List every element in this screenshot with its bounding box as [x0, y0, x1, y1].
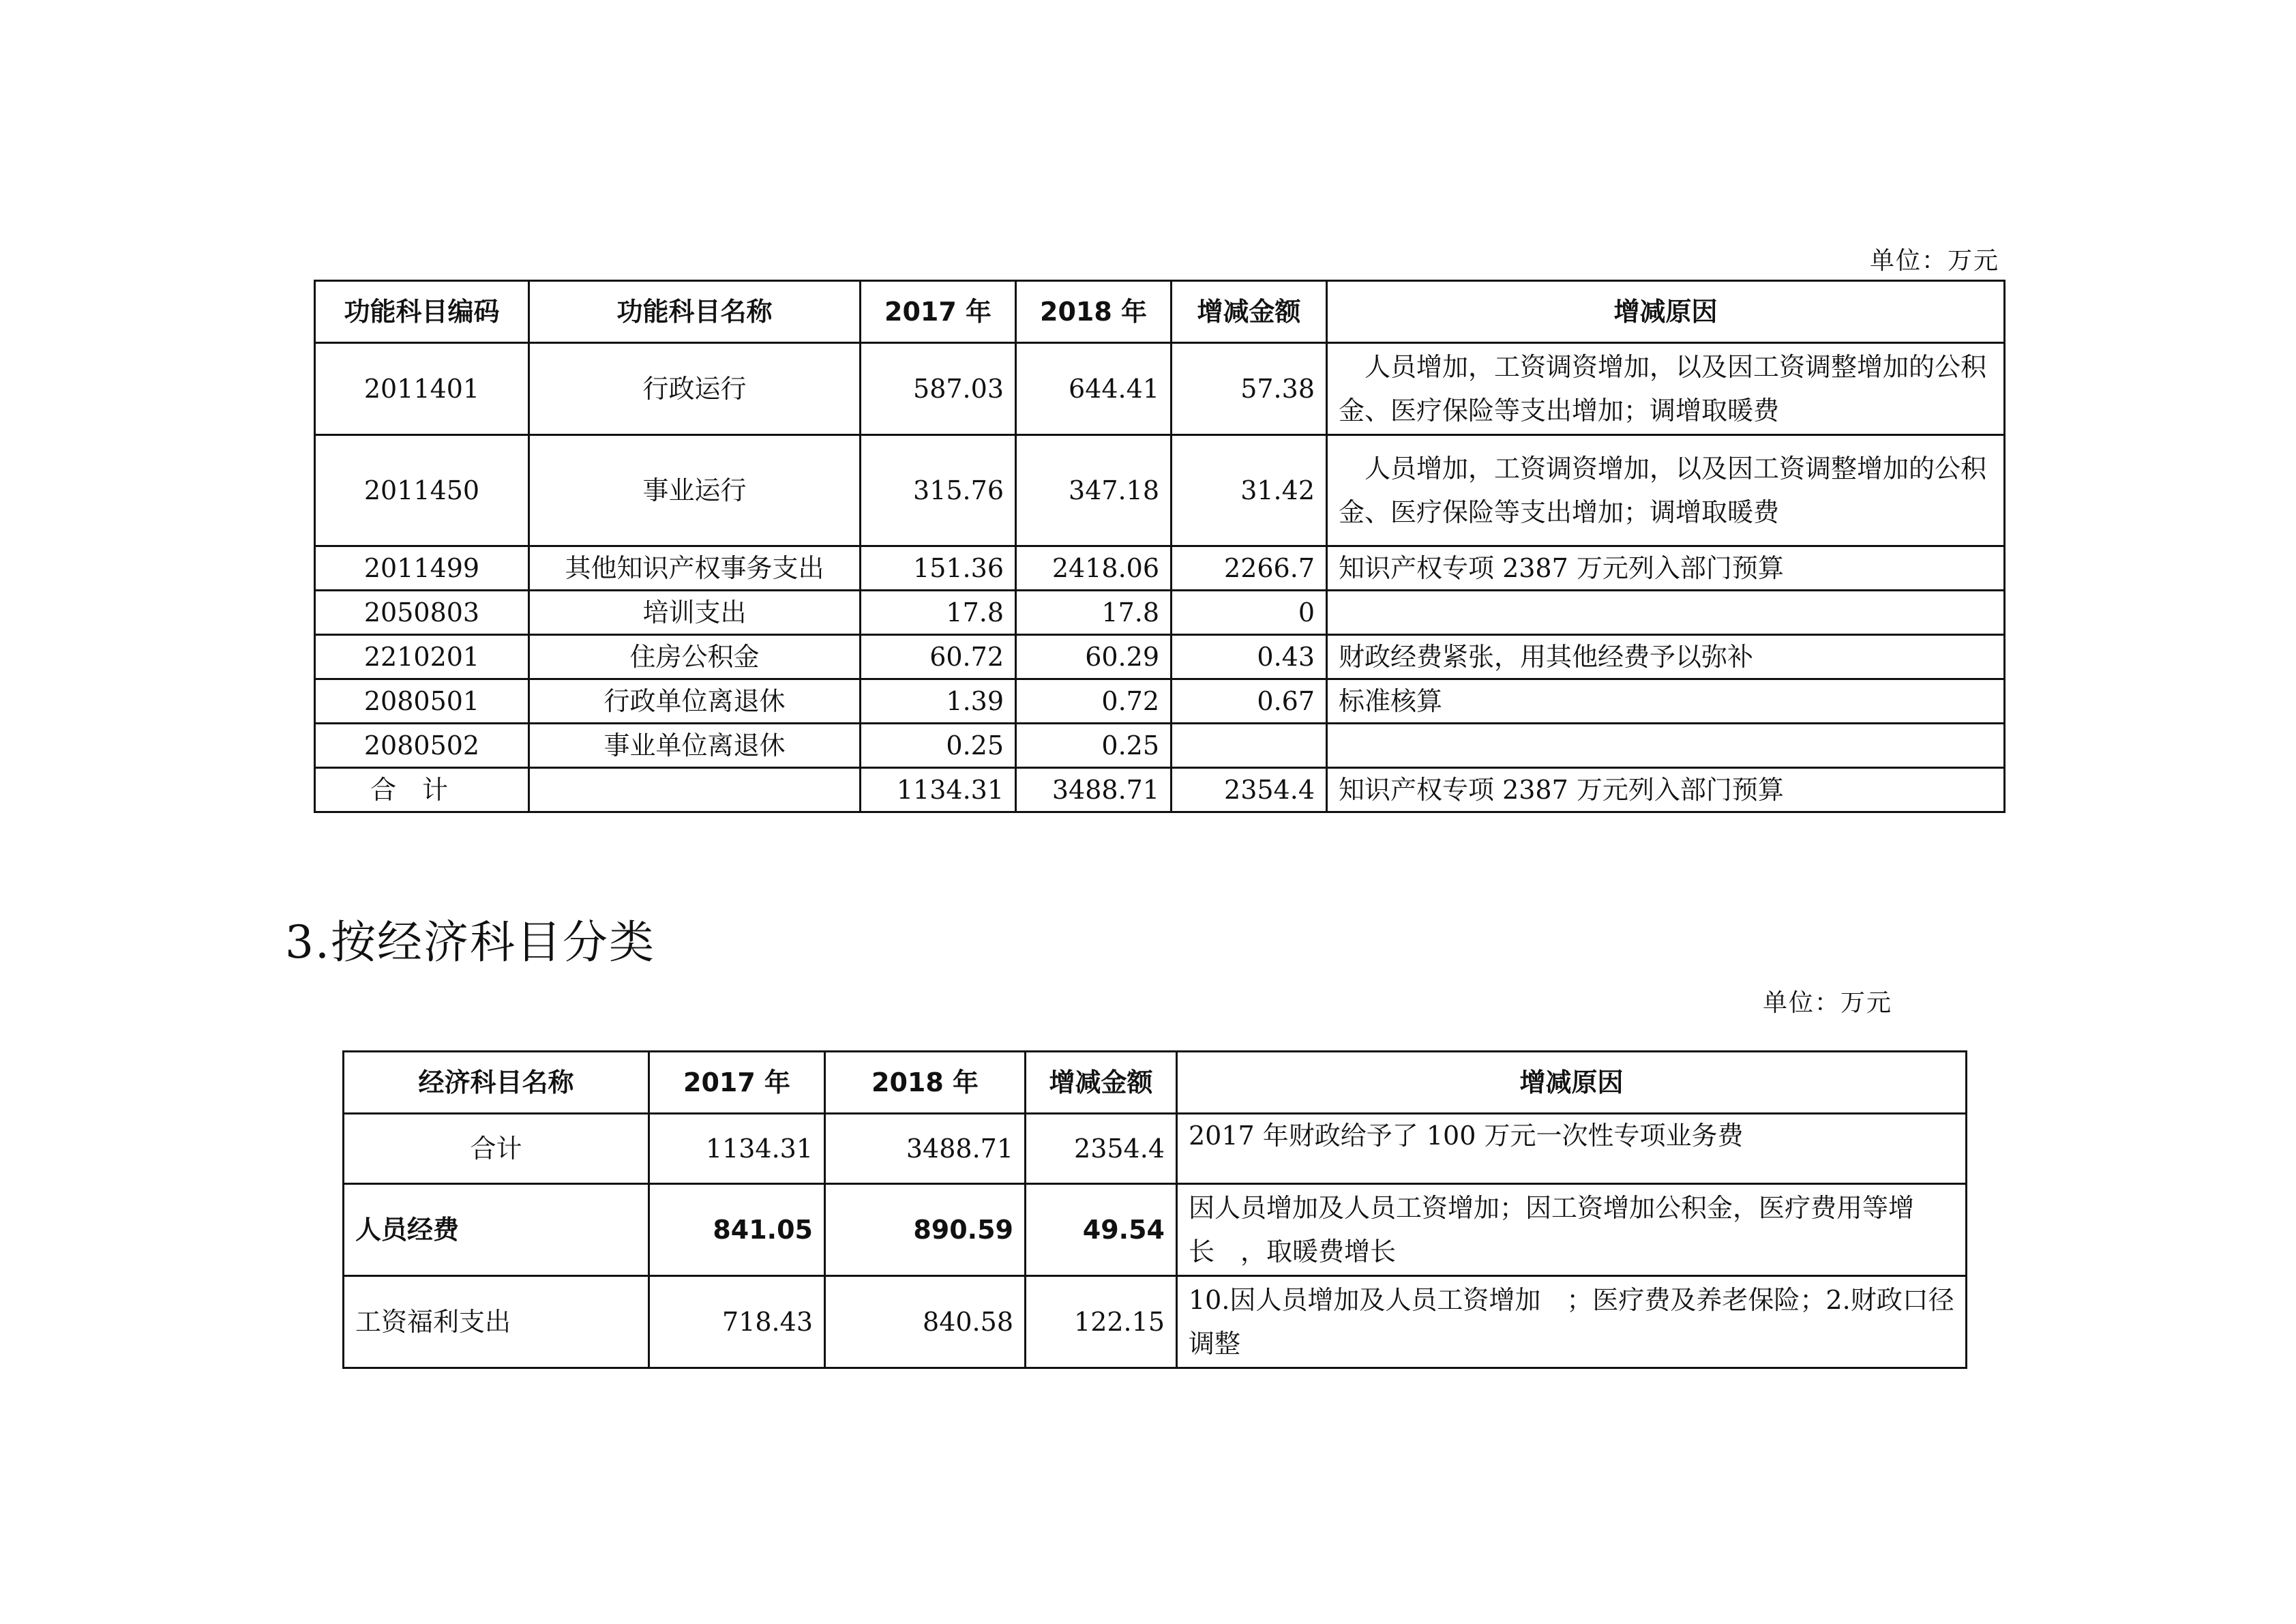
- function-category-table: [314, 280, 2006, 813]
- cell-2018: 0.25: [1016, 724, 1172, 768]
- table-row: [315, 546, 2005, 591]
- table-row: [315, 591, 2005, 635]
- cell-change: [1172, 724, 1327, 768]
- cell-name: 事业运行: [529, 435, 861, 546]
- table-row: [315, 435, 2005, 546]
- cell-total-label: 合 计: [315, 768, 529, 812]
- cell-change: 31.42: [1172, 435, 1327, 546]
- cell-code: 2011401: [315, 343, 529, 435]
- cell-name: 合计: [344, 1114, 649, 1184]
- cell-change: 2266.7: [1172, 546, 1327, 591]
- section-title: 3.按经济科目分类: [285, 916, 655, 969]
- cell-2017: 1134.31: [861, 768, 1016, 812]
- cell-reason: 10.因人员增加及人员工资增加 ；医疗费及养老保险；2.财政口径调整: [1177, 1276, 1967, 1368]
- cell-reason: 财政经费紧张，用其他经费予以弥补: [1327, 635, 2005, 679]
- economic-category-table: [342, 1050, 1967, 1369]
- header-name: 经济科目名称: [344, 1052, 649, 1114]
- header-reason: 增减原因: [1177, 1052, 1967, 1114]
- table-row: [315, 343, 2005, 435]
- unit-label: 单位：万元: [1763, 989, 1893, 1017]
- cell-2017: 60.72: [861, 635, 1016, 679]
- cell-2017: 17.8: [861, 591, 1016, 635]
- header-change: 增减金额: [1172, 281, 1327, 343]
- cell-reason: [1327, 591, 2005, 635]
- table-total-row: [315, 768, 2005, 812]
- cell-2018: 347.18: [1016, 435, 1172, 546]
- cell-reason: 2017 年财政给予了 100 万元一次性专项业务费: [1177, 1114, 1967, 1184]
- table-row: [344, 1184, 1967, 1276]
- cell-2018: 60.29: [1016, 635, 1172, 679]
- table-header-row: [344, 1052, 1967, 1114]
- unit-label: 单位：万元: [1870, 247, 2000, 275]
- cell-reason: 知识产权专项 2387 万元列入部门预算: [1327, 546, 2005, 591]
- cell-2017: 718.43: [649, 1276, 825, 1368]
- cell-change: 2354.4: [1026, 1114, 1177, 1184]
- header-2017: 2017 年: [861, 281, 1016, 343]
- cell-name: 培训支出: [529, 591, 861, 635]
- cell-2017: 841.05: [649, 1184, 825, 1276]
- cell-name: [529, 768, 861, 812]
- header-2017: 2017 年: [649, 1052, 825, 1114]
- cell-2017: 151.36: [861, 546, 1016, 591]
- cell-2017: 1.39: [861, 679, 1016, 724]
- cell-name: 事业单位离退休: [529, 724, 861, 768]
- cell-change: 0.67: [1172, 679, 1327, 724]
- cell-2017: 1134.31: [649, 1114, 825, 1184]
- header-reason: 增减原因: [1327, 281, 2005, 343]
- cell-name: 其他知识产权事务支出: [529, 546, 861, 591]
- cell-2018: 3488.71: [1016, 768, 1172, 812]
- cell-change: 0.43: [1172, 635, 1327, 679]
- cell-name: 行政运行: [529, 343, 861, 435]
- cell-reason: [1327, 724, 2005, 768]
- cell-reason: 因人员增加及人员工资增加；因工资增加公积金，医疗费用等增长 ，取暖费增长: [1177, 1184, 1967, 1276]
- cell-2018: 890.59: [825, 1184, 1026, 1276]
- cell-2018: 3488.71: [825, 1114, 1026, 1184]
- cell-reason: 标准核算: [1327, 679, 2005, 724]
- cell-2018: 840.58: [825, 1276, 1026, 1368]
- header-2018: 2018 年: [1016, 281, 1172, 343]
- cell-change: 0: [1172, 591, 1327, 635]
- cell-2018: 0.72: [1016, 679, 1172, 724]
- cell-change: 122.15: [1026, 1276, 1177, 1368]
- table-header-row: [315, 281, 2005, 343]
- cell-code: 2011450: [315, 435, 529, 546]
- cell-change: 57.38: [1172, 343, 1327, 435]
- cell-code: 2050803: [315, 591, 529, 635]
- cell-2017: 0.25: [861, 724, 1016, 768]
- cell-2017: 315.76: [861, 435, 1016, 546]
- table-row: [315, 635, 2005, 679]
- cell-code: 2011499: [315, 546, 529, 591]
- cell-reason: 知识产权专项 2387 万元列入部门预算: [1327, 768, 2005, 812]
- cell-code: 2210201: [315, 635, 529, 679]
- cell-code: 2080502: [315, 724, 529, 768]
- cell-name: 住房公积金: [529, 635, 861, 679]
- header-name: 功能科目名称: [529, 281, 861, 343]
- header-code: 功能科目编码: [315, 281, 529, 343]
- cell-2018: 2418.06: [1016, 546, 1172, 591]
- cell-2018: 644.41: [1016, 343, 1172, 435]
- header-change: 增减金额: [1026, 1052, 1177, 1114]
- table-row: [344, 1114, 1967, 1184]
- cell-code: 2080501: [315, 679, 529, 724]
- cell-name: 行政单位离退休: [529, 679, 861, 724]
- cell-change: 2354.4: [1172, 768, 1327, 812]
- table-row: [315, 724, 2005, 768]
- table-row: [315, 679, 2005, 724]
- cell-reason: 人员增加，工资调资增加，以及因工资调整增加的公积金、医疗保险等支出增加；调增取暖费: [1327, 435, 2005, 546]
- cell-name: 人员经费: [344, 1184, 649, 1276]
- header-2018: 2018 年: [825, 1052, 1026, 1114]
- cell-2017: 587.03: [861, 343, 1016, 435]
- cell-change: 49.54: [1026, 1184, 1177, 1276]
- cell-reason: 人员增加，工资调资增加，以及因工资调整增加的公积金、医疗保险等支出增加；调增取暖费: [1327, 343, 2005, 435]
- cell-2018: 17.8: [1016, 591, 1172, 635]
- cell-name: 工资福利支出: [344, 1276, 649, 1368]
- table-row: [344, 1276, 1967, 1368]
